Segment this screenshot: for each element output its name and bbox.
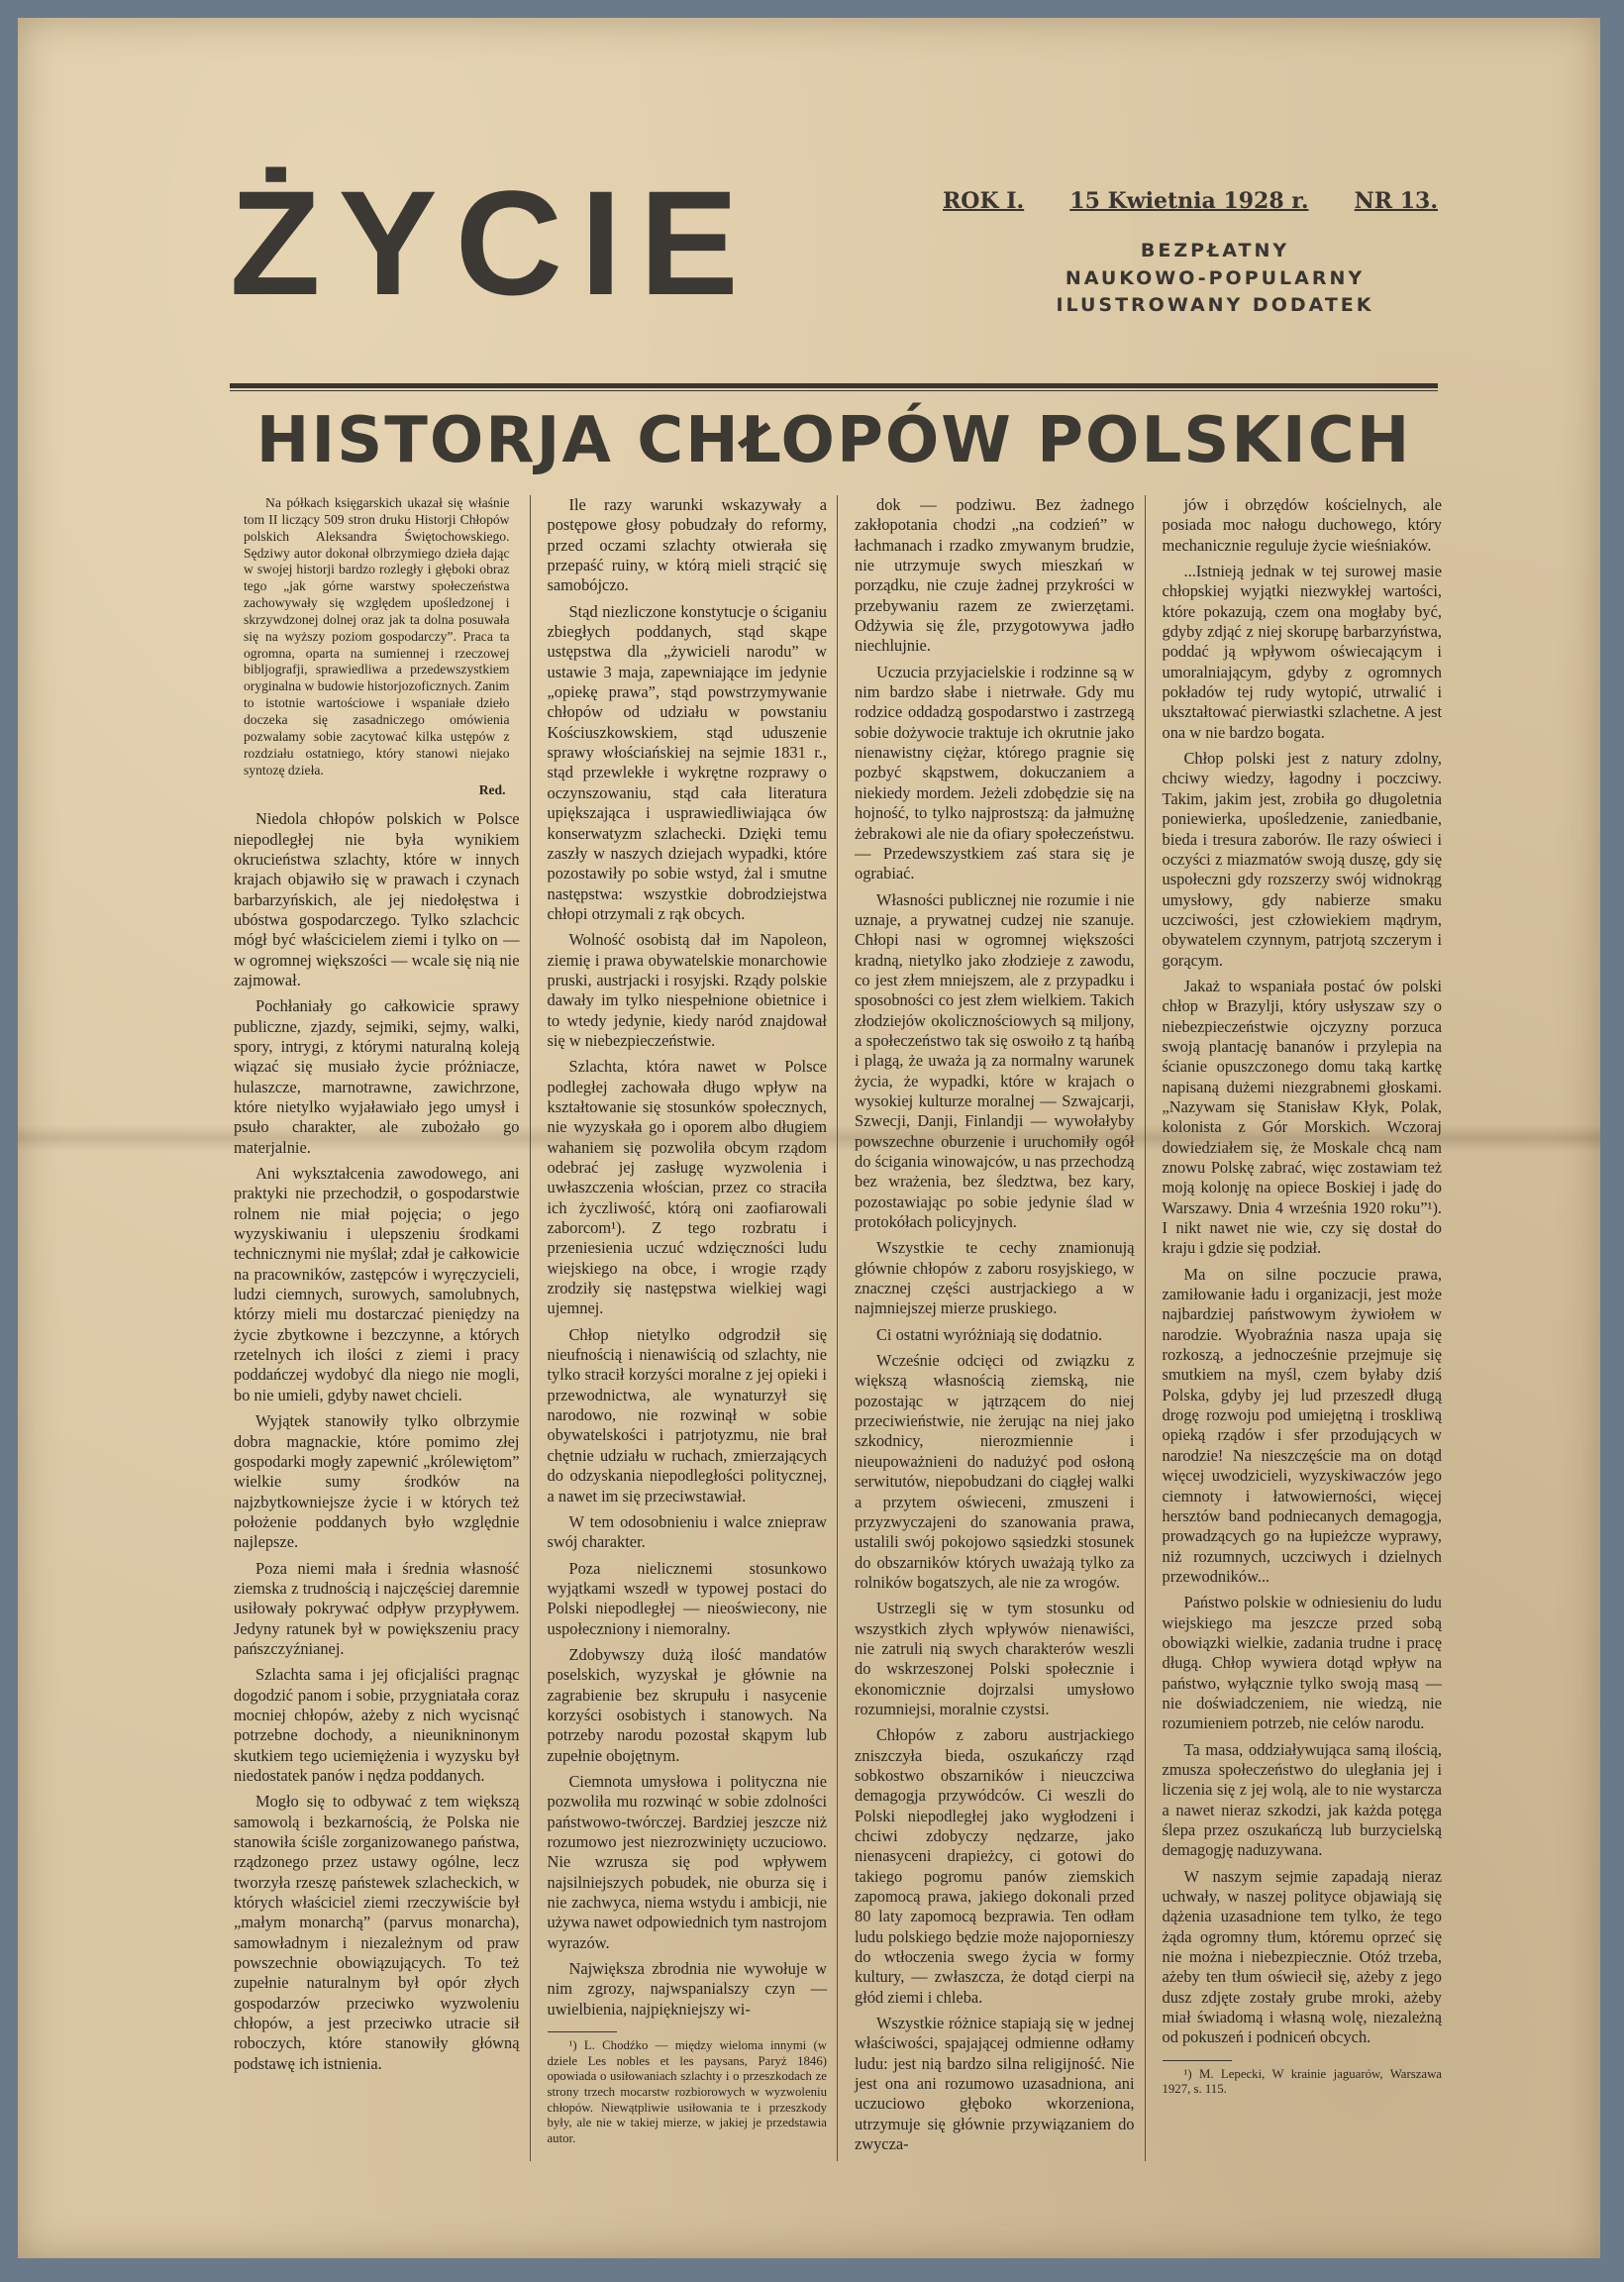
paragraph: Wszystkie różnice stapiają się w jednej właściwości, spajającej odmienne odłamy ludu: jest nią bardzo silna religijność. Nie jest ona ani rozumowo uzasadniona, ani uczuciowo głęboko wkorzeniona, utrzymuje się głównie przywiązaniem do zwycza-: [855, 2014, 1135, 2154]
paragraph: Wolność osobistą dał im Napoleon, ziemię i prawa obywatelskie monarchowie pruski, austrjacki i rosyjski. Rządy polskie dawały im tylko niespełnione obietnice i to wtedy jedynie, kiedy naród znajdował się w niebezpieczeństwie.: [547, 930, 827, 1050]
paragraph: Mogło się to odbywać z tem większą samowolą i bezkarnością, że Polska nie stanowiła ściśle zorganizowanego państwa, rządzonego przez ustawy ogólne, lecz tworzyła rzeszę państewek szlacheckich, w których właściciel ziemi rzeczywiście był „małym monarchą” (parvus monarcha), samowładnym i niezależnym od praw powszechnie obowiązujących. To też zupełnie naturalnym był opór złych gospodarzów przeciwko wyzwoleniu chłopów, a jest przeciwko utracie sił roboczych, które stanowiły główną podstawę ich istnienia.: [234, 1792, 520, 2073]
editorial-signature: Red.: [478, 782, 506, 798]
editorial-intro: Na półkach księgarskich ukazał się właśnie tom II liczący 509 stron druku Historji Chłopów polskich Aleksandra Świętochowskiego. Sędziwy autor dokonał olbrzymiego dzieła dając w swojej historji bardzo rozległy i głęboki obraz tego „jak górne warstwy społeczeństwa zachowywały się względem upośledzonej i skrzywdzonej dolnej oraz jak ta dolna posuwała się na wyższy poziom gospodarczy”. Praca ta ogromna, oparta na sumiennej i rzeczowej bibljografji, sprawiedliwa a przedewszystkiem oryginalna w budowie historjozoficznych. Zanim to istotnie wartościowe i wspaniałe dzieło doczeka się zasadniczego omówienia pozwalamy sobie zacytować kilka ustępów z rozdziału ostatniego, który stanowi niejako syntozę dzieła.: [244, 495, 510, 778]
paragraph: W tem odosobnieniu i walce zniepraw swój charakter.: [547, 1511, 827, 1552]
issue-date: 15 Kwietnia 1928 r.: [1069, 188, 1309, 214]
paragraph: Ma on silne poczucie prawa, zamiłowanie ładu i organizacji, jest może najbardziej państwowym żywiołem w narodzie. Wyobraźnia nasza upaja się rozkoszą, a jednocześnie przejmuje się smutkiem na myśl, czem byłaby dziś Polska, gdyby jej lud przeszedł długą drogę rozwoju pod umiejętną i troskliwą opieką rządów i sfer przodujących w narodzie! Na nieszczęście ma on dotąd więcej uwodzicieli, wyzyskiwaczów jego ciemnoty i łatwowierności, więcej hersztów band podniecanych demagogja, prowadzących go na łupieżcze wyprawy, niż rozumnych, uczciwych i dzielnych przewodników...: [1162, 1264, 1442, 1586]
paragraph: Szlachta, która nawet w Polsce podległej zachowała długo wpływ na kształtowanie się stosunków społecznych, nie wyzyskała go i oporem albo długiem wahaniem się pozwoliła obcym rządom odebrać jej zasługę wyzwolenia i uwłaszczenia włościan, przez co straciła ich życzliwość, którą oni zaofiarowali zaborcom¹). Z tego rozbratu i przeniesienia uczuć wdzięczności ludu wiejskiego na obce, i wrogie rządy zrodziły się następstwa wielkiej wagi ujemnej.: [547, 1057, 827, 1318]
footnote: ¹) L. Chodźko — między wieloma innymi (w dziele Les nobles et les paysans, Paryż 1846) opowiada o usiłowaniach szlachty i o przeszkodach ze strony trzech mocarstw rozbiorowych w wyzwoleniu chłopów. Niewątpliwie usiłowania te i przeszkody były, ale nie w takiej mierze, w jakiej je przedstawia autor.: [547, 2038, 827, 2145]
paragraph: Chłop polski jest z natury zdolny, chciwy wiedzy, łagodny i poczciwy. Takim, jakim jest, zrobiła go długoletnia poniewierka, upośledzenie, zaniedbanie, bieda i tresura zaborów. Ile razy oświeci i oczyści z miazmatów swoją duszę, gdy się uspołeczni gdy rozszerzy swój widnokrąg umysłowy, gdy nabierze smaku uczciwości, jest człowiekiem mądrym, obywatelem czynnym, patrjotą szczerym i gorącym.: [1162, 749, 1442, 970]
masthead-rule-thin: [230, 390, 1438, 391]
paragraph: Zdobywszy dużą ilość mandatów poselskich, wyzyskał je głównie na zagrabienie bez skrupułu i nasycenie korzyści osobistych i stanowych. Na potrzeby narodu pozostał skąpym lub zupełnie obojętnym.: [547, 1644, 827, 1765]
paragraph: Ta masa, oddziaływująca samą ilością, zmusza społeczeństwo do uległania jej i liczenia się z jej wolą, ale to nie wystarcza a nawet nieraz szkodzi, jak każda potęga ślepa przez oszukańczą lub burzycielską demagogję naduzywana.: [1162, 1739, 1442, 1860]
paragraph: Ustrzegli się w tym stosunku od wszystkich złych wpływów nienawiści, nie zatruli nią swych charakterów weszli do wskrzeszonej Polski społecznie i ekonomicznie dojrzalsi umysłowo rozumniejsi, moralnie czystsi.: [855, 1599, 1135, 1718]
paragraph: Poza niemi mała i średnia własność ziemska z trudnością i najczęściej daremnie usiłowały pokrywać odpływ przypływem. Jedyny ratunek był w powiększeniu pracy pańszczyźnianej.: [234, 1558, 520, 1658]
paragraph: Chłop nietylko odgrodził się nieufnością i nienawiścią od szlachty, nie tylko stracił korzyści moralne z jej opieki i przewodnictwa, ale wynaturzył się narodowo, nie rozwinął w sobie obywatelskości i patrjotyzmu, nie brał chętnie udziału w ruchach, zmierzających do odzyskania niepodległości politycznej, a nawet im się przeciwstawiał.: [547, 1324, 827, 1505]
footnote-rule: [548, 2031, 617, 2032]
paragraph: Jakaż to wspaniała postać ów polski chłop w Brazylji, który usłyszaw szy o niebezpieczeństwie ojczyzny porzuca swoją plantację bananów i przylepia na ścianie opuszczonego domu taką kartkę napisaną dużemi niezgrabnemi głoskami. „Nazywam się Stanisław Kłyk, Polak, kolonista z Gór Morskich. Wczoraj dowiedziałem się, że Moskale chcą nam znowu Polskę zabrać, więc zostawiam też moją kolonję na opiece Boskiej i jadę do Warszawy. Dnia 4 września 1920 roku”¹). I nikt nawet nie wie, czy się dostał do kraju i gdzie się podział.: [1162, 976, 1442, 1258]
masthead-rule: [230, 383, 1438, 388]
masthead-subtitles: [992, 238, 1438, 320]
subtitle-1: BEZPŁATNY: [1140, 240, 1290, 261]
paragraph: Własności publicznej nie rozumie i nie uznaje, a prywatnej cudzej nie szanuje. Chłopi nasi w ogromnej większości kradną, nietylko jako złodzieje z zawodu, co jest złem mniejszem, ale z przypadku i sposobności co jest złem wielkiem. Takich złodziejów okolicznościowych są miljony, a społeczeństwo tak się oswoiło z tą hańbą i plagą, że uważa ją za normalny warunek życia, że wypadki, które w krajach o wysokiej kulturze moralnej — Szwajcarji, Szwecji, Danji, Finlandji — wywołałyby powszechne oburzenie i uruchomiły ogół do ścigania winowajców, u nas przechodzą bez wrażenia, bez śledztwa, bez kary, pozostawiając po sobie jedynie ślad w protokółach policyjnych.: [855, 889, 1135, 1232]
paragraph: Szlachta sama i jej oficjaliści pragnąc dogodzić panom i sobie, przygniatała coraz mocniej chłopów, ażeby z nich wycisnąć potrzebne dochody, a nieunikninonym skutkiem tego uciemiężenia i wyzysku był niedostatek panów i nędza poddanych.: [234, 1665, 520, 1785]
paragraph: jów i obrzędów kościelnych, ale posiada moc nałogu duchowego, który mechanicznie reguluje życie wieśniaków.: [1162, 495, 1442, 555]
paragraph: Uczucia przyjacielskie i rodzinne są w nim bardzo słabe i nietrwałe. Gdy mu rodzice oddadzą gospodarstwo i zastrzegą sobie dożywocie traktuje ich okrutnie jako nienawistny ciężar, którego pragnie się pozbyć skąpstwem, dokuczaniem a niekiedy mordem. Jeżeli zdobędzie się na hojność, to tylko najprostszą: da jałmużnę żebrakowi ale nie da ofiary społeczeństwu. — Przedewszystkiem zaś stara się je ograbiać.: [855, 662, 1135, 883]
paragraph: Niedola chłopów polskich w Polsce niepodległej nie była wynikiem okrucieństwa szlachty, które w innych krajach objawiło się w prawach i czynach barbarzyńskich, ale jej niedołęstwa i ubóstwa gospodarczego. Tylko szlachcic mógł być właścicielem ziemi i tylko on — w ogromnej większości — wcale się nią nie zajmował.: [234, 809, 520, 989]
article-columns: [234, 495, 1442, 2154]
paragraph: Ci ostatni wyróżniają się dodatnio.: [876, 1324, 1103, 1344]
paragraph: W naszym sejmie zapadają nieraz uchwały, w naszej polityce objawiają się dążenia uzasadnione tem tylko, że tego żąda ogromny tłum, któremu oprzeć się nie można i niebezpiecznie. Otóż trzeba, ażeby ten tłum oświecił się, ażeby z jego dusz zdjęte zostały grube mroki, ażeby miał świadomą i własną wolę, niezależną od pokuszeń i podniceń obcych.: [1162, 1866, 1442, 2047]
paragraph: Państwo polskie w odniesieniu do ludu wiejskiego ma jeszcze przed sobą obowiązki wielkie, zadania trudne i pracę długą. Chłop wywiera dotąd wpływ na państwo, wyłącznie tylko swoją masą — nie doświadczeniem, nie wiedzą, nie rozumieniem potrzeb, nie celów narodu.: [1162, 1593, 1442, 1733]
issue-line: [943, 188, 1438, 214]
paragraph: Stąd niezliczone konstytucje o ściganiu zbiegłych poddanych, stąd skąpe ustępstwa dla „żywicieli narodu” w ustawie 3 maja, zapewniające im jedynie „opiekę prawa”, stąd powstrzymywanie chłopów od udziału w powstaniu Kościuszkowskiem, stąd uduszenie sprawy włościańskiej na sejmie 1831 r., stąd przewlekłe i wykrętne rozprawy o oczynszowaniu, stąd cała literatura upiększająca i usprawiedliwiająca ów konserwatyzm szlachecki. Dzięki temu zaszły w naszych dziejach wypadki, które pozostawiły po sobie wstyd, żal i smutne następstwa: wszystkie dobrodziejstwa chłopi otrzymali z rąk obcych.: [547, 601, 827, 923]
column-2: [542, 495, 828, 2161]
newspaper-title: ŻYCIE: [230, 159, 757, 326]
column-1: [234, 495, 520, 2161]
paragraph: Wyjątek stanowiły tylko olbrzymie dobra magnackie, które pomimo złej gospodarki mogły zapewnić „królewiętom” wielkie sumy środków na najzbytkowniejsze życie i w których też położenie poddanych było względnie najlepsze.: [234, 1411, 520, 1552]
subtitle-3: ILUSTROWANY DODATEK: [1056, 294, 1374, 317]
issue-year: ROK I.: [943, 188, 1025, 214]
footnote: ¹) M. Lepecki, W krainie jaguarów, Warszawa 1927, s. 115.: [1162, 2066, 1442, 2097]
paragraph: ...Istnieją jednak w tej surowej masie chłopskiej wyjątki niezwykłej wartości, które pokazują, czem ona mogłaby być, gdyby zdjąć z niej skorupę barbarzyństwa, poddać ją wpływom oświecającym i umoralniającym, gdyby z ogromnych pokładów tej rudy wytopić, utrwalić i ukształtować pierwiastki szlachetne. A jest ona w nie bardzo bogata.: [1162, 562, 1442, 742]
paragraph: Ile razy warunki wskazywały a postępowe głosy pobudzały do reformy, przed oczami szlachty otwierała się przepaść ruiny, w którą mieli strącić się samobójczo.: [547, 495, 827, 595]
masthead: [230, 158, 1438, 396]
issue-number: NR 13.: [1354, 188, 1438, 214]
paragraph: dok — podziwu. Bez żadnego zakłopotania chodzi „na codzień” w łachmanach i rzadko zmywanym brudzie, nie utrzymuje swych mieszkań w porządku, nie czuje żadnej przykrości w przebywaniu razem ze zwierzętami. Odżywia się źle, przygotowywa jadło niechlujnie.: [855, 495, 1135, 656]
paragraph: Poza nielicznemi stosunkowo wyjątkami wszedł w typowej postaci do Polski niepodległej — nieoświecony, nie uspołeczniony i niemoralny.: [547, 1558, 827, 1638]
column-3: [849, 495, 1135, 2161]
paragraph: Ciemnota umysłowa i polityczna nie pozwoliła mu rozwinąć w sobie zdolności państwowo-twórczej. Bardziej jeszcze niż rozumowo jest niezrozwinięty uczuciowo. Nie wzrusza się pod wpływem najsilniejszych pobudek, nie oburza się i nie zachwyca, niema wstydu i ambicji, nie używa nawet odpowiednich tym nastrojom wyrazów.: [547, 1771, 827, 1952]
column-4: [1157, 495, 1443, 2161]
footnote-rule: [1163, 2060, 1232, 2061]
article-headline: HISTORJA CHŁOPÓW POLSKICH: [255, 404, 1412, 477]
paragraph: Wszystkie te cechy znamionują głównie chłopów z zaboru rosyjskiego, w znacznej części austrjackiego a w najmniejszej mierze pruskiego.: [855, 1238, 1135, 1318]
subtitle-2: NAUKOWO-POPULARNY: [1065, 266, 1366, 289]
paragraph: Ani wykształcenia zawodowego, ani praktyki nie przechodził, o gospodarstwie rolnem nie miał pojęcia; o jego wyzyskiwaniu i ulepszeniu środkami technicznymi nie myślał; zdał je całkowicie na pracowników, zastępców i wyręczycieli, ludzi ciemnych, surowych, samolubnych, którzy mieli mu dostarczać pieniędzy na życie zbytkowne i bezczynne, a których rzetelnych ich ilości z ziemi i pracy poddańczej wydobyć dla niego nie mogli, bo nie umieli, gdyby nawet chcieli.: [234, 1164, 520, 1404]
paragraph: Wcześnie odcięci od związku z większą własnością ziemską, nie pozostając w jątrzącem do niej przeciwieństwie, nie żerując na niej jako szkodnicy, nierozmiennie i nieupoważnieni do nadużyć pod osłoną serwitutów, niepobudzani do ciągłej walki a przytem oświeceni, zmuszeni i przyzwyczajeni do szanowania prawa, ustalili swój pokojowo sąsiedzki stosunek do obszarników których uważają tylko za rolników bogatszych, ale nie za wrogów.: [855, 1351, 1135, 1592]
paragraph: Chłopów z zaboru austrjackiego zniszczyła bieda, oszukańczy rząd sobkostwo obszarników i nieuczciwa demagogja przywódców. Ci weszli do Polski niepodległej jako wygłodzeni i chciwi zdobyczy nędzarze, jako nienasyceni drapieżcy, ci gotowi do takiego pogromu panów ziemskich zapomocą prawa, jakiego dokonali przed 80 laty zapomocą bezprawia. Ten odłam ludu polskiego będzie może najopornieszy do wtłoczenia swego życia w formy kultury, — zwłaszcza, że dotąd cierpi na głód ziemi i chleba.: [855, 1725, 1135, 2007]
paragraph: Największa zbrodnia nie wywołuje w nim zgrozy, najwspanialszy czyn — uwielbienia, najpiękniejszy wi-: [547, 1959, 827, 2019]
paragraph: Pochłaniały go całkowicie sprawy publiczne, zjazdy, sejmiki, sejmy, walki, spory, intrygi, z którymi naturalną koleją wiązać się musiało życie próżniacze, hulaszcze, marnotrawne, zawichrzone, które nietylko wyjaławiało jego umysł i psuło charakter, ale zubożało go materjalnie.: [234, 996, 520, 1157]
